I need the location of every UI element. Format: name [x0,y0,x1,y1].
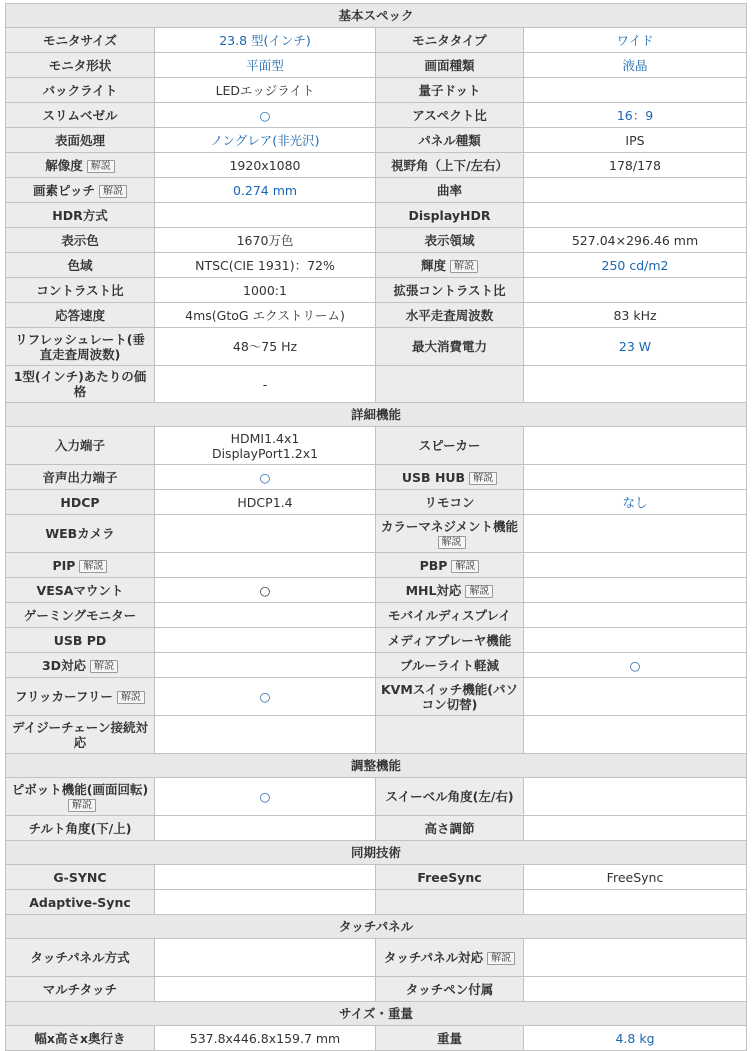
explanation-button[interactable]: 解説 [487,952,515,965]
spec-value-cell [155,939,376,977]
spec-value-cell [524,53,747,78]
spec-value-cell [524,103,747,128]
spec-row [6,366,747,403]
spec-label-cell [6,465,155,490]
spec-value: 1000:1 [243,282,287,298]
spec-label-cell [376,228,524,253]
spec-label: チルト角度(下/上) [28,820,132,836]
spec-row [6,203,747,228]
spec-label-cell [376,865,524,890]
spec-value-cell [155,153,376,178]
spec-label-cell [6,553,155,578]
spec-label: フリッカーフリー [15,689,113,704]
spec-label-cell [376,53,524,78]
spec-value: 0.274 mm [232,182,298,198]
spec-row [6,328,747,366]
explanation-button[interactable]: 解説 [465,585,493,598]
spec-label-cell [6,328,155,366]
spec-label: USB PD [53,632,107,648]
spec-label: タッチパネル対応 [383,950,484,965]
spec-value-cell [155,103,376,128]
spec-value-cell [155,465,376,490]
spec-value-cell [155,865,376,890]
spec-value: ワイド [616,32,654,48]
spec-value-cell [524,203,747,228]
spec-label-cell [6,865,155,890]
spec-label-cell [6,366,155,403]
section-header-row [6,4,747,28]
spec-label: 色域 [67,257,93,273]
spec-label: 表面処理 [54,132,105,148]
spec-label-cell [6,939,155,977]
spec-row [6,653,747,678]
spec-value: FreeSync [606,869,664,885]
explanation-button[interactable]: 解説 [469,472,497,485]
spec-value: NTSC(CIE 1931)：72% [195,257,335,273]
spec-value-cell [155,28,376,53]
explanation-button[interactable]: 解説 [90,660,118,673]
spec-value-cell [155,490,376,515]
spec-label: スリムベゼル [42,107,118,123]
spec-label-cell [376,303,524,328]
spec-value-cell [155,977,376,1002]
spec-label: リモコン [424,494,475,510]
spec-value: なし [622,494,648,510]
spec-value-cell [155,553,376,578]
spec-label: USB HUB [401,469,466,485]
spec-label: HDCP [60,494,100,510]
spec-value-cell [155,716,376,754]
spec-value-cell [155,628,376,653]
spec-value-cell [524,178,747,203]
spec-label-cell [6,203,155,228]
spec-value-cell [524,366,747,403]
spec-label-cell [6,1026,155,1051]
spec-value: 液晶 [622,57,648,73]
section-header-row [6,915,747,939]
spec-label: 音声出力端子 [42,469,118,485]
section-title: 同期技術 [6,841,747,865]
spec-value-cell [524,465,747,490]
section-header-row [6,1002,747,1026]
spec-value-cell [524,78,747,103]
spec-value-cell [524,890,747,915]
spec-label-cell [376,28,524,53]
spec-label-cell [6,678,155,716]
spec-label-cell [376,103,524,128]
spec-value-cell [155,1026,376,1051]
explanation-button[interactable]: 解説 [117,691,145,704]
spec-row [6,253,747,278]
explanation-button[interactable]: 解説 [451,560,479,573]
spec-label: 解像度 [45,157,83,173]
spec-label-cell [6,490,155,515]
spec-value-cell [155,303,376,328]
spec-label-cell [376,278,524,303]
spec-row [6,603,747,628]
spec-value: LEDエッジライト [215,82,315,98]
spec-row [6,153,747,178]
spec-label: 曲率 [436,182,462,198]
spec-label: FreeSync [417,869,482,885]
spec-label: VESAマウント [36,582,124,598]
spec-label-cell [6,303,155,328]
spec-value: HDMI1.4x1 DisplayPort1.2x1 [211,430,319,461]
spec-label-cell [6,28,155,53]
spec-value: ○ [259,582,271,598]
spec-value-cell [524,515,747,553]
spec-value: ○ [259,107,271,123]
spec-label-cell [376,515,524,553]
spec-value-cell [524,303,747,328]
spec-row [6,1026,747,1051]
spec-label: PBP [419,557,448,573]
spec-value-cell [524,939,747,977]
spec-value: 250 cd/m2 [601,257,669,273]
explanation-button[interactable]: 解説 [99,185,127,198]
spec-label-cell [6,178,155,203]
spec-value: 527.04×296.46 mm [571,232,699,248]
spec-value-cell [155,678,376,716]
spec-row [6,228,747,253]
spec-table [5,3,747,1051]
spec-label: 水平走査周波数 [405,307,494,323]
spec-row [6,28,747,53]
spec-value: IPS [625,132,645,148]
spec-label: 応答速度 [54,307,105,323]
spec-row [6,778,747,816]
spec-row [6,427,747,465]
spec-label: バックライト [42,82,118,98]
spec-label-cell [376,716,524,754]
spec-row [6,128,747,153]
spec-value-cell [524,778,747,816]
spec-label-cell [376,578,524,603]
spec-row [6,716,747,754]
spec-value: 1670万色 [236,232,294,248]
spec-label: タッチペン付属 [405,981,494,997]
spec-label: 量子ドット [418,82,481,98]
section-header-row [6,841,747,865]
spec-label: パネル種類 [418,132,481,148]
spec-value: ○ [259,689,271,704]
spec-value-cell [524,628,747,653]
spec-row [6,816,747,841]
spec-value-cell [155,128,376,153]
spec-label-cell [6,816,155,841]
spec-label-cell [6,153,155,178]
spec-label-cell [376,977,524,1002]
spec-label: スイーベル角度(左/右) [385,789,514,804]
spec-label: 画素ピッチ [32,182,95,198]
spec-label-cell [376,778,524,816]
spec-row [6,515,747,553]
section-title: タッチパネル [6,915,747,939]
explanation-button[interactable]: 解説 [87,160,115,173]
spec-label: 輝度 [420,257,446,273]
spec-value: 4ms(GtoG エクストリーム) [185,307,345,323]
spec-label: スピーカー [418,438,481,453]
spec-value-cell [155,178,376,203]
spec-label-cell [6,228,155,253]
spec-label: WEBカメラ [45,526,115,541]
section-title: 調整機能 [6,754,747,778]
spec-value-cell [155,53,376,78]
spec-row [6,278,747,303]
spec-value: 537.8x446.8x159.7 mm [189,1030,341,1046]
spec-label: HDR方式 [52,207,108,223]
spec-value: ○ [259,469,271,485]
spec-value-cell [155,778,376,816]
spec-label-cell [6,778,155,816]
spec-label: 視野角（上下/左右） [390,157,509,173]
spec-label-cell [376,816,524,841]
spec-label-cell [6,53,155,78]
spec-value-cell [155,366,376,403]
section-title: サイズ・重量 [6,1002,747,1026]
spec-label: カラーマネジメント機能 [380,518,519,534]
spec-value-cell [524,427,747,465]
spec-value-cell [155,603,376,628]
spec-label-cell [376,253,524,278]
spec-value: 平面型 [246,57,284,73]
spec-value-cell [155,278,376,303]
spec-value-cell [155,203,376,228]
spec-label-cell [6,103,155,128]
spec-value: HDCP1.4 [237,494,293,510]
spec-value-cell [524,278,747,303]
spec-label-cell [376,490,524,515]
spec-label-cell [376,203,524,228]
spec-value-cell [524,1026,747,1051]
spec-value-cell [155,328,376,366]
spec-label: リフレッシュレート(垂直走査周波数) [15,331,145,362]
spec-value-cell [524,153,747,178]
spec-label: 表示色 [61,232,99,248]
spec-row [6,553,747,578]
spec-row [6,578,747,603]
spec-row [6,939,747,977]
spec-label: 表示領域 [424,232,475,248]
section-title: 詳細機能 [6,403,747,427]
spec-value-cell [524,578,747,603]
spec-label-cell [6,716,155,754]
spec-label: ゲーミングモニター [23,607,137,623]
spec-label: KVMスイッチ機能(パソコン切替) [380,681,518,712]
spec-value-cell [155,816,376,841]
spec-label: モニタ形状 [48,57,112,73]
spec-label-cell [376,653,524,678]
spec-label: G-SYNC [53,869,107,885]
spec-row [6,465,747,490]
spec-label: 1型(インチ)あたりの価格 [13,369,147,399]
explanation-button[interactable]: 解説 [79,560,107,573]
spec-label-cell [6,977,155,1002]
spec-label-cell [376,678,524,716]
spec-value: 83 kHz [613,307,657,323]
spec-label: モバイルディスプレイ [388,607,511,623]
spec-row [6,103,747,128]
spec-label-cell [376,328,524,366]
spec-label: モニタサイズ [42,32,117,48]
spec-label-cell [376,1026,524,1051]
spec-value: - [262,376,268,392]
spec-value-cell [524,228,747,253]
spec-label-cell [6,890,155,915]
explanation-button[interactable]: 解説 [450,260,478,273]
spec-label-cell [6,253,155,278]
explanation-button[interactable]: 解説 [68,799,96,812]
spec-label: 拡張コントラスト比 [393,282,506,298]
spec-value-cell [524,28,747,53]
spec-row [6,303,747,328]
spec-value-cell [155,653,376,678]
spec-value: 178/178 [609,157,661,173]
spec-table-body [6,4,747,1051]
spec-row [6,53,747,78]
spec-value-cell [524,253,747,278]
spec-value-cell [524,653,747,678]
spec-value-cell [524,865,747,890]
spec-label: ピボット機能(画面回転) [11,781,149,797]
spec-row [6,678,747,716]
spec-row [6,628,747,653]
spec-value: 1920x1080 [229,157,301,173]
spec-label: PIP [52,557,76,573]
spec-value-cell [524,977,747,1002]
spec-label-cell [376,553,524,578]
spec-label: 幅x高さx奥行き [34,1030,126,1046]
spec-label-cell [376,890,524,915]
spec-label-cell [6,78,155,103]
spec-label: 3D対応 [41,657,87,673]
spec-value: ノングレア(非光沢) [210,132,320,148]
spec-row [6,890,747,915]
section-header-row [6,754,747,778]
section-header-row [6,403,747,427]
spec-label-cell [6,628,155,653]
spec-value: 23 W [618,339,652,354]
spec-row [6,977,747,1002]
spec-value-cell [155,427,376,465]
spec-label: ブルーライト軽減 [399,657,500,673]
spec-label: 重量 [436,1030,462,1046]
spec-value: 23.8 型(インチ) [219,32,311,48]
spec-value-cell [155,578,376,603]
spec-label: 画面種類 [424,57,475,73]
spec-label-cell [376,366,524,403]
spec-label: Adaptive-Sync [29,894,131,910]
spec-value: ○ [259,789,271,804]
spec-label: アスペクト比 [412,107,487,123]
spec-label: コントラスト比 [36,282,124,298]
spec-value: 4.8 kg [615,1030,655,1046]
explanation-button[interactable]: 解説 [438,536,466,549]
spec-label-cell [6,515,155,553]
spec-label-cell [376,465,524,490]
spec-label: 入力端子 [54,438,105,453]
spec-label-cell [6,603,155,628]
spec-label-cell [376,628,524,653]
spec-value-cell [524,716,747,754]
spec-value: 48～75 Hz [232,339,298,354]
spec-label-cell [376,603,524,628]
spec-value-cell [524,603,747,628]
spec-value-cell [155,253,376,278]
spec-value-cell [524,553,747,578]
spec-row [6,865,747,890]
spec-label-cell [6,128,155,153]
spec-row [6,490,747,515]
spec-value: 16：9 [616,107,654,123]
spec-value-cell [155,228,376,253]
spec-row [6,178,747,203]
spec-value-cell [524,678,747,716]
spec-label: MHL対応 [405,582,462,598]
section-title: 基本スペック [6,4,747,28]
spec-value-cell [524,128,747,153]
spec-row [6,78,747,103]
spec-value-cell [524,328,747,366]
spec-label: DisplayHDR [408,207,491,223]
spec-label: マルチタッチ [42,981,118,997]
spec-label: デイジーチェーン接続対応 [11,719,148,750]
spec-value-cell [155,78,376,103]
spec-value-cell [155,890,376,915]
spec-value: ○ [629,657,641,673]
spec-label-cell [376,153,524,178]
spec-label-cell [6,278,155,303]
spec-label: メディアプレーヤ機能 [387,632,512,648]
spec-label-cell [376,939,524,977]
spec-value-cell [524,490,747,515]
spec-label-cell [376,128,524,153]
spec-label-cell [376,178,524,203]
spec-label: モニタタイプ [412,32,487,48]
spec-label-cell [376,78,524,103]
spec-value-cell [524,816,747,841]
spec-label-cell [376,427,524,465]
spec-label: タッチパネル方式 [30,950,130,965]
spec-value-cell [155,515,376,553]
spec-label: 高さ調節 [424,820,475,836]
spec-label-cell [6,578,155,603]
spec-label: 最大消費電力 [411,339,487,354]
spec-label-cell [6,653,155,678]
spec-label-cell [6,427,155,465]
